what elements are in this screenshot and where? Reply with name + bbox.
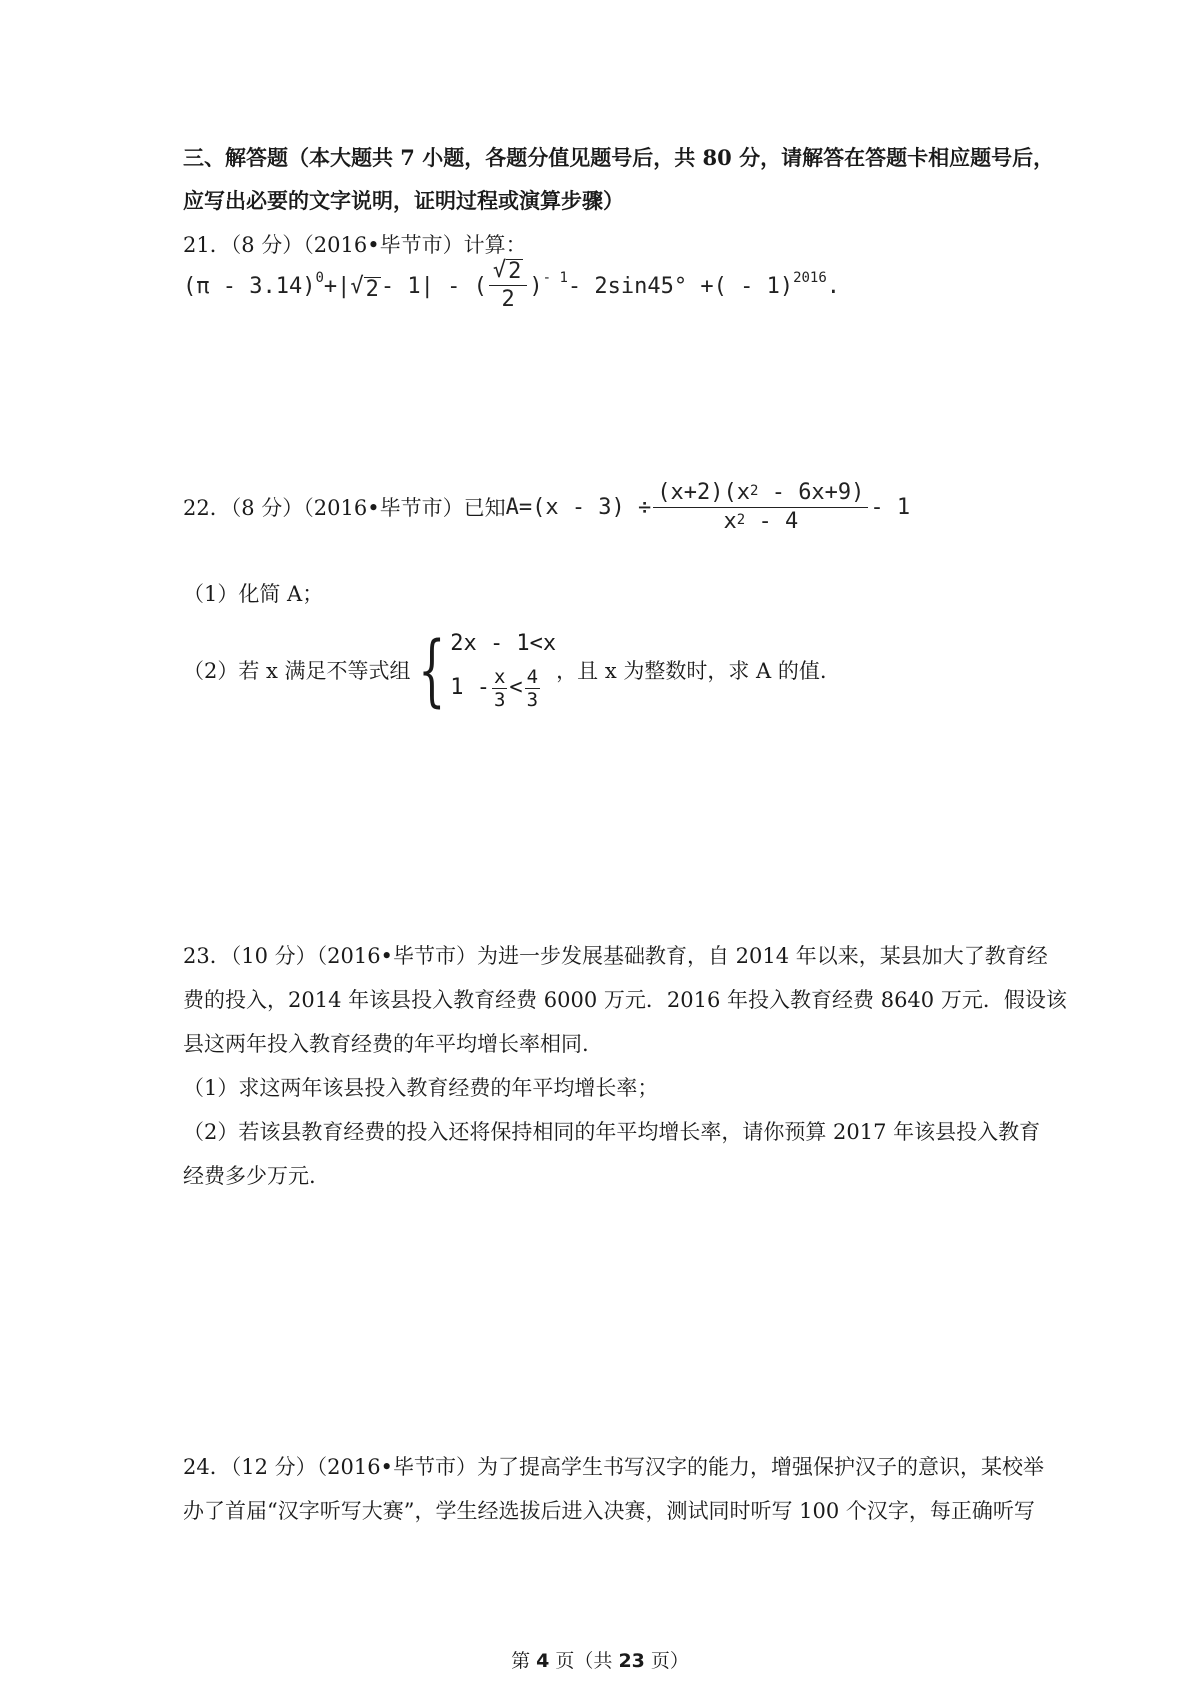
q22-tail: - 1 bbox=[870, 495, 911, 520]
q22-fraction: $\frac{(x+2)(x^2 - 6x+9)}{x^2 - 4}$ bbox=[653, 480, 868, 535]
q23-part2-line1: （2）若该县教育经费的投入还将保持相同的年平均增长率，请你预算 2017 年该县投入教育 bbox=[183, 1120, 1041, 1144]
sqrt-sign-icon: √ bbox=[492, 258, 507, 283]
section-heading-line2: 应写出必要的文字说明，证明过程或演算步骤） bbox=[183, 188, 624, 213]
q21-fraction: √ 2 2 bbox=[489, 258, 528, 313]
q23-line2: 费的投入，2014 年该县投入教育经费 6000 万元．2016 年投入教育经费 8640 万元．假设该 bbox=[183, 988, 1067, 1012]
section-heading-line1: 三、解答题（本大题共 7 小题，各题分值见题号后，共 80 分，请解答在答题卡相应题号后， bbox=[183, 145, 1055, 170]
q22-part2-row bbox=[183, 627, 827, 715]
q21-period: . bbox=[826, 274, 841, 299]
q23-line1: 23．（10 分）（2016•毕节市）为进一步发展基础教育，自 2014 年以来，某县加大了教育经 bbox=[183, 944, 1048, 968]
q21-exp-neg1: - 1 bbox=[542, 270, 568, 286]
q23-line3: 县这两年投入教育经费的年平均增长率相同. bbox=[183, 1032, 589, 1056]
q22-lhs: A=(x - 3) ÷ bbox=[505, 495, 652, 520]
q22-part2-pre: （2）若 x 满足不等式组 bbox=[183, 659, 411, 683]
page-number: 4 bbox=[536, 1650, 550, 1672]
q22-stem: 22．（8 分）（2016•毕节市）已知 bbox=[183, 496, 506, 520]
q21-exp-2016: 2016 bbox=[793, 270, 827, 286]
q22-stem-row bbox=[183, 478, 910, 538]
q23-part2-line2: 经费多少万元. bbox=[183, 1164, 316, 1188]
q21-sqrt2: √ 2 bbox=[350, 274, 379, 302]
q21-term-pi: (π - 3.14) bbox=[183, 274, 316, 299]
q21-abs-open: +| bbox=[323, 274, 351, 299]
q22-ineq1: 2x - 1<x bbox=[450, 631, 557, 656]
page-total: 23 bbox=[618, 1650, 645, 1672]
system-brace-icon: { bbox=[417, 626, 446, 716]
page-footer: 第 4 页（共 23 页） bbox=[511, 1650, 689, 1672]
q24-line2: 办了首届“汉字听写大赛”，学生经选拔后进入决赛，测试同时听写 100 个汉字，每正确听写 bbox=[183, 1499, 1035, 1523]
q21-abs-close: - 1| - ( bbox=[380, 274, 487, 299]
q22-part2-post: ，且 x 为整数时，求 A 的值. bbox=[556, 659, 827, 683]
q21-term-sin: - 2sin45° +( - 1) bbox=[567, 274, 794, 299]
q22-ineq2: 1 - $\frac{x}{3}$ < $\frac{4}{3}$ bbox=[450, 665, 539, 711]
sqrt-sign-icon: √ bbox=[350, 274, 364, 299]
q21-paren-close: ) bbox=[529, 274, 543, 299]
q21-exp-0: 0 bbox=[315, 270, 324, 286]
q21-stem: 21．（8 分）（2016•毕节市）计算： bbox=[183, 233, 527, 257]
q21-expression bbox=[183, 258, 841, 313]
q22-inequality-system bbox=[450, 627, 556, 715]
q24-line1: 24．（12 分）（2016•毕节市）为了提高学生书写汉字的能力，增强保护汉子的意识，某校举 bbox=[183, 1455, 1044, 1479]
q22-part1: （1）化简 A； bbox=[183, 582, 324, 606]
q23-part1: （1）求这两年该县投入教育经费的年平均增长率； bbox=[183, 1076, 659, 1100]
